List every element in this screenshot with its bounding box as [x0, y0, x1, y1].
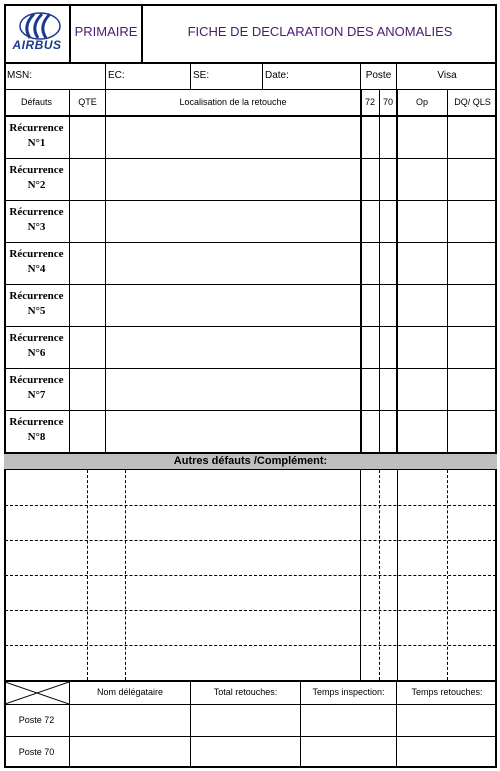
- header-bottom-line: [4, 62, 497, 64]
- poste-label: Poste: [365, 70, 392, 81]
- poste-72-total-field[interactable]: [191, 705, 300, 736]
- footer-total-retouches: Total retouches:: [213, 687, 278, 697]
- form-type-label: PRIMAIRE: [74, 24, 138, 39]
- poste-70-retouches-field[interactable]: [397, 737, 496, 767]
- airbus-logo: [8, 8, 66, 54]
- ec-label: EC:: [108, 70, 125, 81]
- col-poste-70: 70: [382, 97, 393, 107]
- poste-70-total-field[interactable]: [191, 737, 300, 767]
- recurrence-row-6: [4, 331, 69, 361]
- recurrence-label: Récurrence: [9, 248, 64, 260]
- ec-field[interactable]: [126, 65, 189, 88]
- recurrence-row-1: [4, 121, 69, 151]
- msn-label: MSN:: [7, 70, 32, 81]
- poste-72-retouches-field[interactable]: [397, 705, 496, 736]
- col-defauts: Défauts: [20, 97, 53, 107]
- visa-label: Visa: [437, 70, 457, 81]
- poste-70-nom-field[interactable]: [70, 737, 190, 767]
- poste-72-inspection-field[interactable]: [301, 705, 396, 736]
- col-qte: QTE: [78, 97, 97, 107]
- recurrence-label: Récurrence: [9, 416, 64, 428]
- autres-defauts-entry-area[interactable]: [5, 471, 496, 679]
- recurrence-label: Récurrence: [9, 206, 64, 218]
- info-row-bottom-line: [4, 89, 497, 90]
- date-label: Date:: [265, 70, 289, 81]
- footer-poste-72: Poste 72: [18, 715, 55, 725]
- recurrence-row-8: [4, 415, 69, 445]
- logo-text: AIRBUS: [12, 38, 62, 52]
- poste-72-cell[interactable]: [362, 117, 379, 451]
- col-dq-qls: DQ/ QLS: [454, 97, 491, 107]
- info-divider: [262, 64, 263, 89]
- recurrence-label: Récurrence: [9, 374, 64, 386]
- recurrence-number: N°4: [27, 263, 46, 275]
- col-poste-72: 72: [364, 97, 375, 107]
- airbus-emblem-icon: [8, 8, 66, 42]
- footer-poste-70: Poste 70: [18, 747, 55, 757]
- crossed-cell-icon: [5, 682, 69, 704]
- recurrence-number: N°3: [27, 221, 46, 233]
- recurrence-label: Récurrence: [9, 332, 64, 344]
- recurrence-number: N°7: [27, 389, 46, 401]
- col-localisation: Localisation de la retouche: [179, 97, 287, 107]
- poste-70-inspection-field[interactable]: [301, 737, 396, 767]
- info-divider: [190, 64, 191, 89]
- recurrence-row-2: [4, 163, 69, 193]
- footer-top-line: [4, 680, 497, 682]
- recurrence-label: Récurrence: [9, 164, 64, 176]
- recurrence-row-7: [4, 373, 69, 403]
- op-visa-cell[interactable]: [398, 117, 447, 451]
- date-field[interactable]: [292, 65, 359, 88]
- recurrence-number: N°8: [27, 431, 46, 443]
- footer-temps-inspection: Temps inspection:: [312, 687, 385, 697]
- form-title: FICHE DE DECLARATION DES ANOMALIES: [187, 24, 453, 39]
- dq-qls-visa-cell[interactable]: [448, 117, 497, 451]
- se-field[interactable]: [210, 65, 261, 88]
- qte-cell[interactable]: [70, 117, 105, 451]
- recurrence-label: Récurrence: [9, 290, 64, 302]
- col-op: Op: [415, 97, 428, 107]
- recurrence-number: N°5: [27, 305, 46, 317]
- recurrence-label: Récurrence: [9, 122, 64, 134]
- recurrence-number: N°6: [27, 347, 46, 359]
- poste-70-cell[interactable]: [380, 117, 396, 451]
- recurrence-row-4: [4, 247, 69, 277]
- info-divider: [105, 64, 106, 89]
- recurrence-row-5: [4, 289, 69, 319]
- recurrence-number: N°2: [27, 179, 46, 191]
- autres-defauts-title: Autres défauts /Complément:: [173, 455, 328, 467]
- poste-72-nom-field[interactable]: [70, 705, 190, 736]
- se-label: SE:: [193, 70, 210, 81]
- footer-temps-retouches: Temps retouches:: [411, 687, 483, 697]
- footer-nom-delegataire: Nom délégataire: [96, 687, 164, 697]
- recurrence-row-3: [4, 205, 69, 235]
- localisation-cell[interactable]: [106, 117, 360, 451]
- msn-field[interactable]: [34, 65, 104, 88]
- recurrence-number: N°1: [27, 137, 46, 149]
